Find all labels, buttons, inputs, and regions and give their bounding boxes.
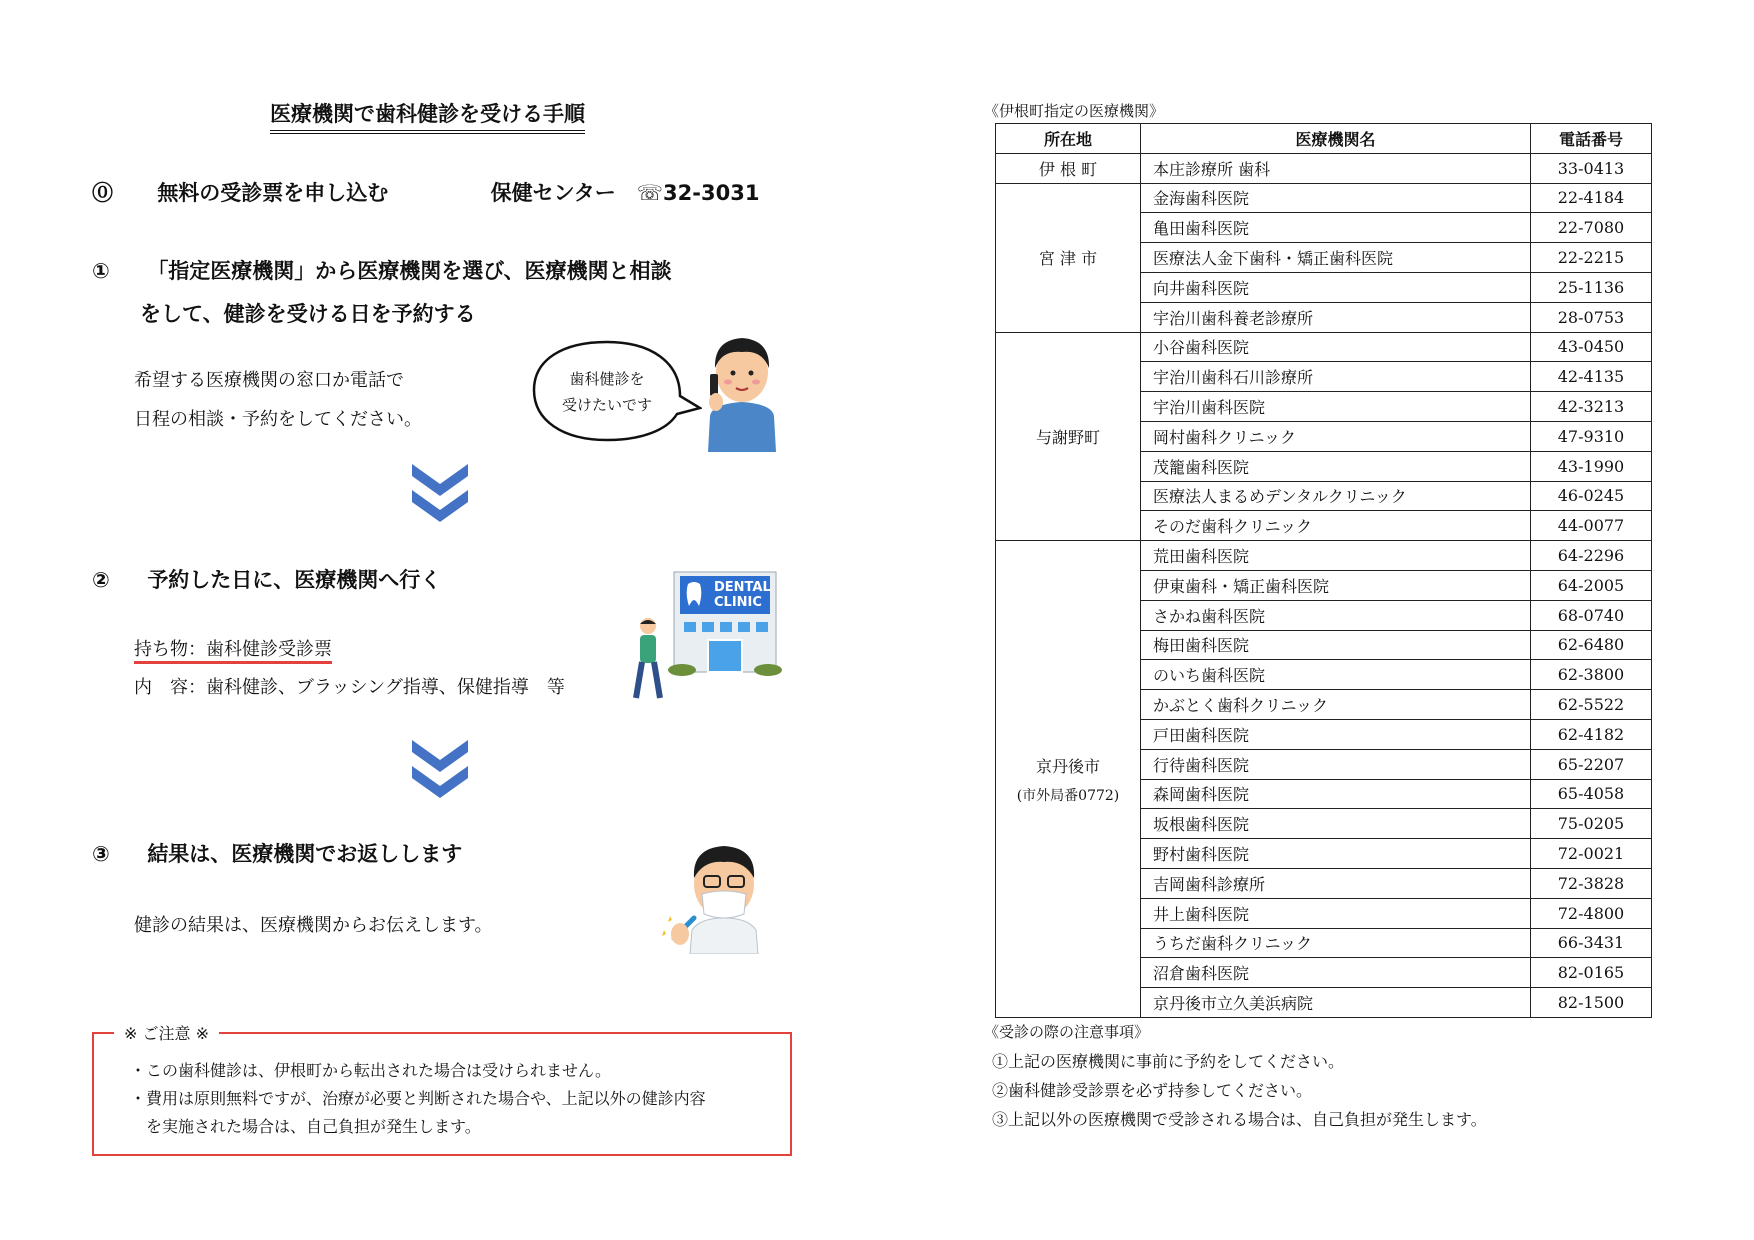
clinic-tel: 65-4058 xyxy=(1531,779,1652,809)
step-3 xyxy=(92,838,462,868)
header-city: 所在地 xyxy=(996,124,1141,154)
notice-box xyxy=(92,1024,792,1156)
step-0-contact: 保健センター ☏32-3031 xyxy=(490,181,760,205)
clinic-tel: 47-9310 xyxy=(1531,421,1652,451)
step-1-number: ① xyxy=(92,259,110,283)
clinic-tel: 46-0245 xyxy=(1531,481,1652,511)
chevron-down-icon xyxy=(410,462,470,528)
clinic-name: 戸田歯科医院 xyxy=(1141,719,1531,749)
step-2-content: 内 容：歯科健診、ブラッシング指導、保健指導 等 xyxy=(134,677,565,698)
city-area-code: (市外局番0772) xyxy=(1016,787,1120,804)
clinic-name: 宇治川歯科養老診療所 xyxy=(1141,302,1531,332)
clinic-name: 小谷歯科医院 xyxy=(1141,332,1531,362)
dental-clinic-illustration xyxy=(666,570,784,682)
clinic-name: 宇治川歯科石川診療所 xyxy=(1141,362,1531,392)
step-0-text: 無料の受診票を申し込む xyxy=(157,181,389,205)
table-row xyxy=(996,153,1652,183)
note-line-3: ③上記以外の医療機関で受診される場合は、自己負担が発生します。 xyxy=(992,1110,1487,1129)
clinic-name: 井上歯科医院 xyxy=(1141,898,1531,928)
clinic-name: 医療法人金下歯科・矯正歯科医院 xyxy=(1141,243,1531,273)
dentist-illustration xyxy=(660,834,778,954)
table-header-row xyxy=(996,124,1652,154)
city-name: 与謝野町 xyxy=(1035,427,1100,447)
clinic-tel: 66-3431 xyxy=(1531,928,1652,958)
clinic-tel: 43-0450 xyxy=(1531,332,1652,362)
phone-person-illustration xyxy=(702,328,782,452)
clinic-name: 亀田歯科医院 xyxy=(1141,213,1531,243)
step-0 xyxy=(92,177,759,207)
clinic-tel: 22-2215 xyxy=(1531,243,1652,273)
table-caption: 《伊根町指定の医療機関》 xyxy=(984,102,1165,120)
clinic-tel: 25-1136 xyxy=(1531,272,1652,302)
clinic-name: 行待歯科医院 xyxy=(1141,749,1531,779)
notice-title: ※ ご注意 ※ xyxy=(114,1021,219,1044)
clinic-tel: 62-4182 xyxy=(1531,719,1652,749)
step-0-number: ⓪ xyxy=(92,181,113,205)
clinic-name: そのだ歯科クリニック xyxy=(1141,511,1531,541)
bubble-line2: 受けたいです xyxy=(561,396,652,414)
step-1-line1: 「指定医療機関」から医療機関を選び、医療機関と相談 xyxy=(147,259,672,283)
step-2 xyxy=(92,564,441,594)
clinic-tel: 72-0021 xyxy=(1531,839,1652,869)
step-3-text: 結果は、医療機関でお返しします xyxy=(147,842,463,866)
step-1-body1: 希望する医療機関の窓口か電話で xyxy=(134,370,404,391)
chevron-down-icon xyxy=(410,738,470,804)
step-2-items-text: 持ち物：歯科健診受診票 xyxy=(134,639,332,664)
clinic-name: 坂根歯科医院 xyxy=(1141,809,1531,839)
clinic-tel: 42-3213 xyxy=(1531,392,1652,422)
clinic-tel: 64-2005 xyxy=(1531,570,1652,600)
step-3-body: 健診の結果は、医療機関からお伝えします。 xyxy=(134,915,493,936)
clinic-tel: 44-0077 xyxy=(1531,511,1652,541)
clinic-tel: 82-0165 xyxy=(1531,958,1652,988)
city-name: 伊 根 町 xyxy=(1038,159,1098,179)
speech-bubble xyxy=(532,338,692,442)
clinic-name: 森岡歯科医院 xyxy=(1141,779,1531,809)
clinic-name: 吉岡歯科診療所 xyxy=(1141,868,1531,898)
notice-line1: ・この歯科健診は、伊根町から転出された場合は受けられません。 xyxy=(130,1061,611,1080)
walking-person-illustration xyxy=(628,616,668,702)
notice-line2: ・費用は原則無料ですが、治療が必要と判断された場合や、上記以外の健診内容 xyxy=(130,1089,706,1108)
clinic-tel: 28-0753 xyxy=(1531,302,1652,332)
note-line-2: ②歯科健診受診票を必ず持参してください。 xyxy=(992,1081,1313,1100)
clinic-table xyxy=(995,123,1652,1018)
clinic-name: 金海歯科医院 xyxy=(1141,183,1531,213)
clinic-tel: 68-0740 xyxy=(1531,600,1652,630)
clinic-name: 茂籠歯科医院 xyxy=(1141,451,1531,481)
clinic-tel: 72-3828 xyxy=(1531,868,1652,898)
clinic-tel: 62-6480 xyxy=(1531,630,1652,660)
clinic-tel: 62-3800 xyxy=(1531,660,1652,690)
clinic-name: 京丹後市立久美浜病院 xyxy=(1141,988,1531,1018)
clinic-tel: 43-1990 xyxy=(1531,451,1652,481)
clinic-name: 梅田歯科医院 xyxy=(1141,630,1531,660)
step-3-number: ③ xyxy=(92,842,110,866)
clinic-tel: 72-4800 xyxy=(1531,898,1652,928)
clinic-name: 向井歯科医院 xyxy=(1141,272,1531,302)
bubble-line1: 歯科健診を xyxy=(569,370,645,388)
header-name: 医療機関名 xyxy=(1141,124,1531,154)
clinic-tel: 22-7080 xyxy=(1531,213,1652,243)
city-cell xyxy=(996,541,1141,1018)
clinic-name: うちだ歯科クリニック xyxy=(1141,928,1531,958)
clinic-name: 伊東歯科・矯正歯科医院 xyxy=(1141,570,1531,600)
city-name: 京丹後市 xyxy=(1035,756,1100,776)
clinic-tel: 64-2296 xyxy=(1531,541,1652,571)
clinic-tel: 65-2207 xyxy=(1531,749,1652,779)
step-2-items xyxy=(134,636,332,664)
clinic-sign-line1: DENTAL xyxy=(714,580,771,595)
clinic-name: 野村歯科医院 xyxy=(1141,839,1531,869)
city-name: 宮 津 市 xyxy=(1038,249,1098,269)
clinic-tel: 22-4184 xyxy=(1531,183,1652,213)
clinic-name: 医療法人まるめデンタルクリニック xyxy=(1141,481,1531,511)
page-title: 医療機関で歯科健診を受ける手順 xyxy=(270,98,585,134)
step-2-number: ② xyxy=(92,568,110,592)
step-1-line2: をして、健診を受ける日を予約する xyxy=(140,302,476,326)
city-cell xyxy=(996,332,1141,541)
step-1 xyxy=(92,255,671,285)
step-1-body2: 日程の相談・予約をしてください。 xyxy=(134,409,422,430)
clinic-tel: 33-0413 xyxy=(1531,153,1652,183)
clinic-name: 本庄診療所 歯科 xyxy=(1141,153,1531,183)
clinic-tel: 42-4135 xyxy=(1531,362,1652,392)
table-row xyxy=(996,541,1652,571)
clinic-name: 沼倉歯科医院 xyxy=(1141,958,1531,988)
table-row xyxy=(996,332,1652,362)
clinic-name: かぶとく歯科クリニック xyxy=(1141,690,1531,720)
header-tel: 電話番号 xyxy=(1531,124,1652,154)
clinic-tel: 62-5522 xyxy=(1531,690,1652,720)
city-cell xyxy=(996,183,1141,332)
city-cell xyxy=(996,153,1141,183)
clinic-tel: 82-1500 xyxy=(1531,988,1652,1018)
note-line-1: ①上記の医療機関に事前に予約をしてください。 xyxy=(992,1052,1345,1071)
clinic-name: 宇治川歯科医院 xyxy=(1141,392,1531,422)
step-2-text: 予約した日に、医療機関へ行く xyxy=(147,568,442,592)
notice-line3: を実施された場合は、自己負担が発生します。 xyxy=(146,1117,481,1136)
clinic-sign-line2: CLINIC xyxy=(714,595,762,610)
notes-title: 《受診の際の注意事項》 xyxy=(984,1023,1150,1041)
clinic-tel: 75-0205 xyxy=(1531,809,1652,839)
clinic-table-body xyxy=(996,153,1652,1017)
table-row xyxy=(996,183,1652,213)
clinic-name: 岡村歯科クリニック xyxy=(1141,421,1531,451)
clinic-name: さかね歯科医院 xyxy=(1141,600,1531,630)
clinic-name: 荒田歯科医院 xyxy=(1141,541,1531,571)
clinic-name: のいち歯科医院 xyxy=(1141,660,1531,690)
